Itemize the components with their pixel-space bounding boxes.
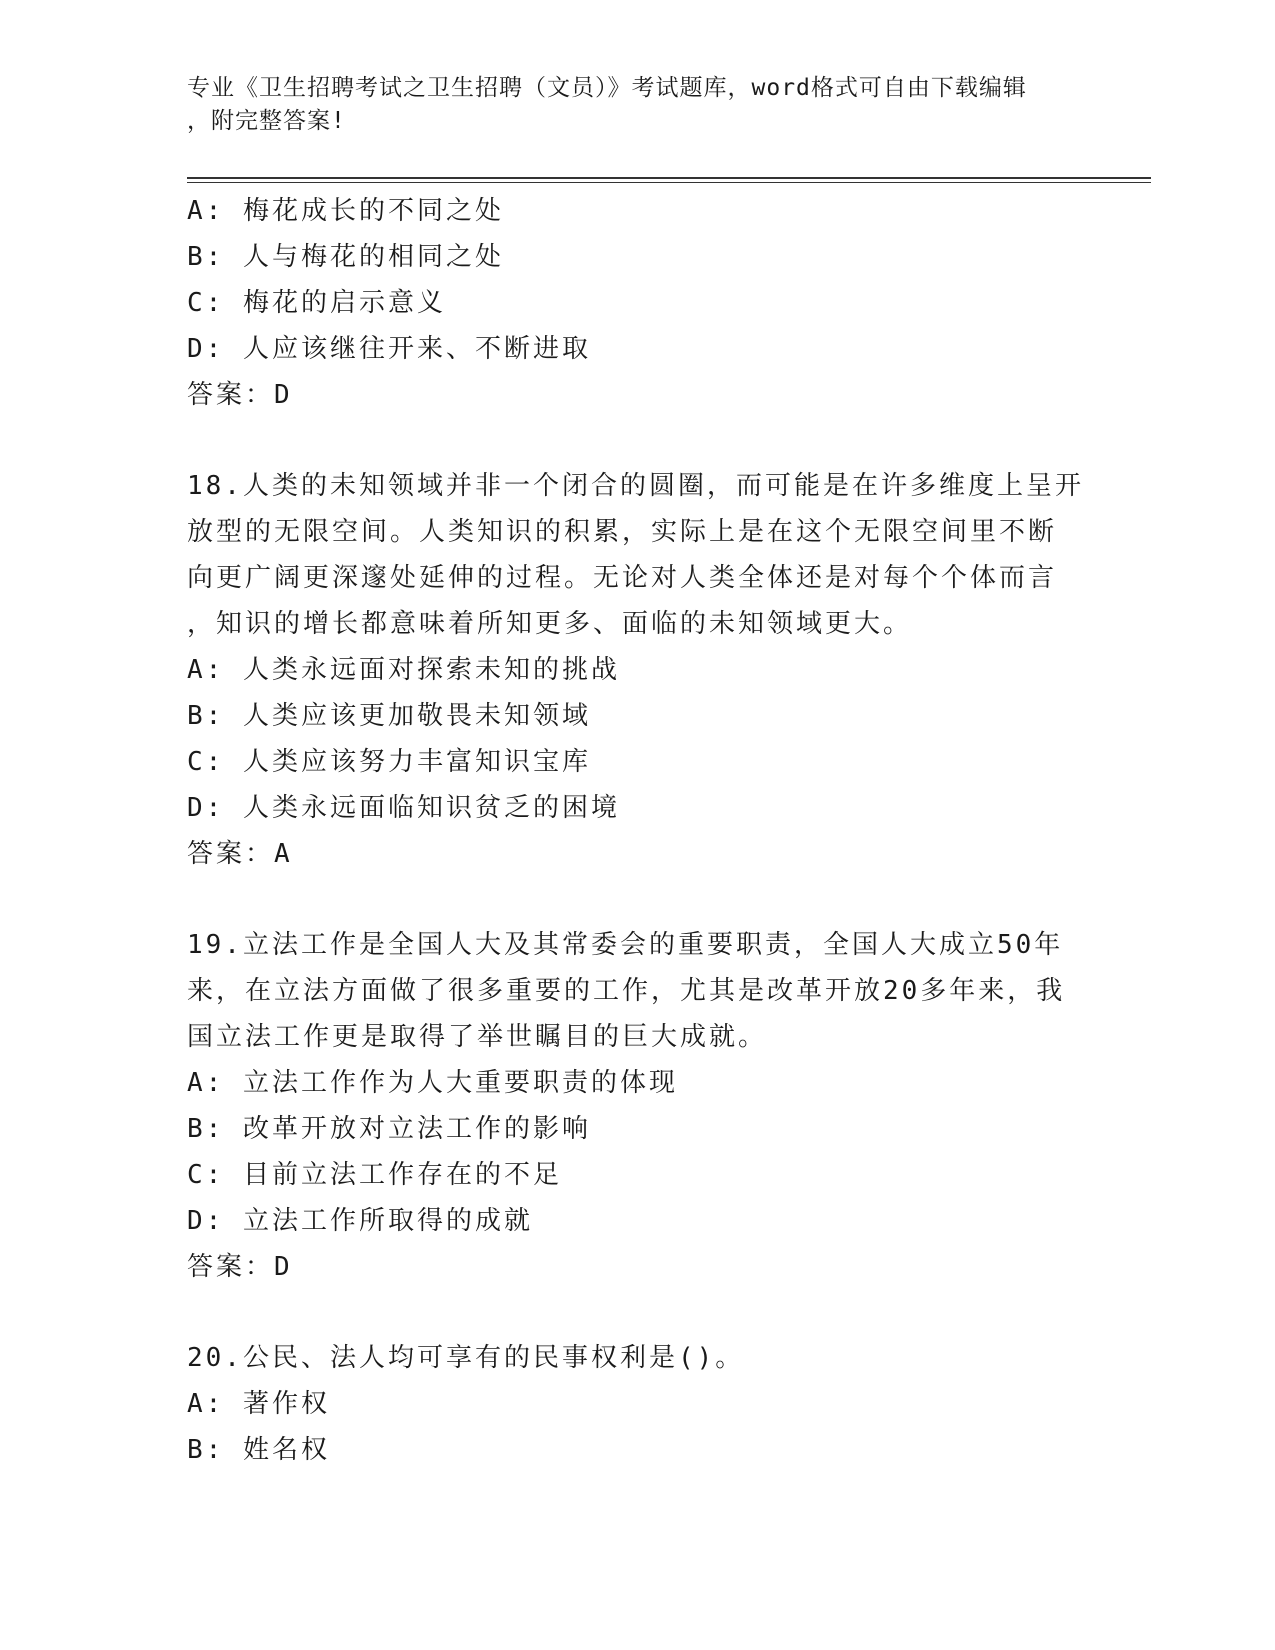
question-stem-line: 19.立法工作是全国人大及其常委会的重要职责，全国人大成立50年	[187, 930, 1064, 960]
header-divider-thick	[187, 177, 1151, 179]
option-c: C: 梅花的启示意义	[187, 288, 446, 318]
question-stem-line: ，知识的增长都意味着所知更多、面临的未知领域更大。	[187, 609, 913, 639]
option-a: A: 著作权	[187, 1389, 330, 1419]
answer-line: 答案：D	[187, 380, 293, 410]
option-c: C: 人类应该努力丰富知识宝库	[187, 747, 591, 777]
question-spacer	[187, 877, 1087, 922]
option-a: A: 人类永远面对探索未知的挑战	[187, 655, 620, 685]
option-b: B: 改革开放对立法工作的影响	[187, 1114, 591, 1144]
option-b: B: 姓名权	[187, 1435, 330, 1465]
page-header	[187, 72, 1067, 138]
question-20	[187, 1335, 1087, 1473]
question-stem-line: 来，在立法方面做了很多重要的工作，尤其是改革开放20多年来，我	[187, 976, 1066, 1006]
question-stem-line: 国立法工作更是取得了举世瞩目的巨大成就。	[187, 1022, 768, 1052]
question-spacer	[187, 1290, 1087, 1335]
answer-line: 答案：A	[187, 839, 293, 869]
question-19	[187, 922, 1087, 1290]
question-stem-line: 18.人类的未知领域并非一个闭合的圆圈，而可能是在许多维度上呈开	[187, 471, 1084, 501]
option-b: B: 人类应该更加敬畏未知领域	[187, 701, 591, 731]
header-divider-thin	[187, 182, 1151, 183]
option-d: D: 人应该继往开来、不断进取	[187, 334, 591, 364]
question-list	[187, 188, 1087, 1473]
option-c: C: 目前立法工作存在的不足	[187, 1160, 562, 1190]
option-b: B: 人与梅花的相同之处	[187, 242, 504, 272]
option-a: A: 梅花成长的不同之处	[187, 196, 504, 226]
option-d: D: 人类永远面临知识贫乏的困境	[187, 793, 620, 823]
header-line-1: 专业《卫生招聘考试之卫生招聘（文员）》考试题库，word格式可自由下载编辑	[187, 75, 1027, 101]
question-17	[187, 188, 1087, 418]
question-stem-line: 向更广阔更深邃处延伸的过程。无论对人类全体还是对每个个体而言	[187, 563, 1058, 593]
question-stem-line: 放型的无限空间。人类知识的积累，实际上是在这个无限空间里不断	[187, 517, 1058, 547]
answer-line: 答案：D	[187, 1252, 293, 1282]
question-stem-line: 20.公民、法人均可享有的民事权利是()。	[187, 1343, 745, 1373]
question-18	[187, 463, 1087, 877]
question-spacer	[187, 418, 1087, 463]
option-a: A: 立法工作作为人大重要职责的体现	[187, 1068, 678, 1098]
option-d: D: 立法工作所取得的成就	[187, 1206, 533, 1236]
header-line-2: ，附完整答案!	[187, 108, 346, 134]
